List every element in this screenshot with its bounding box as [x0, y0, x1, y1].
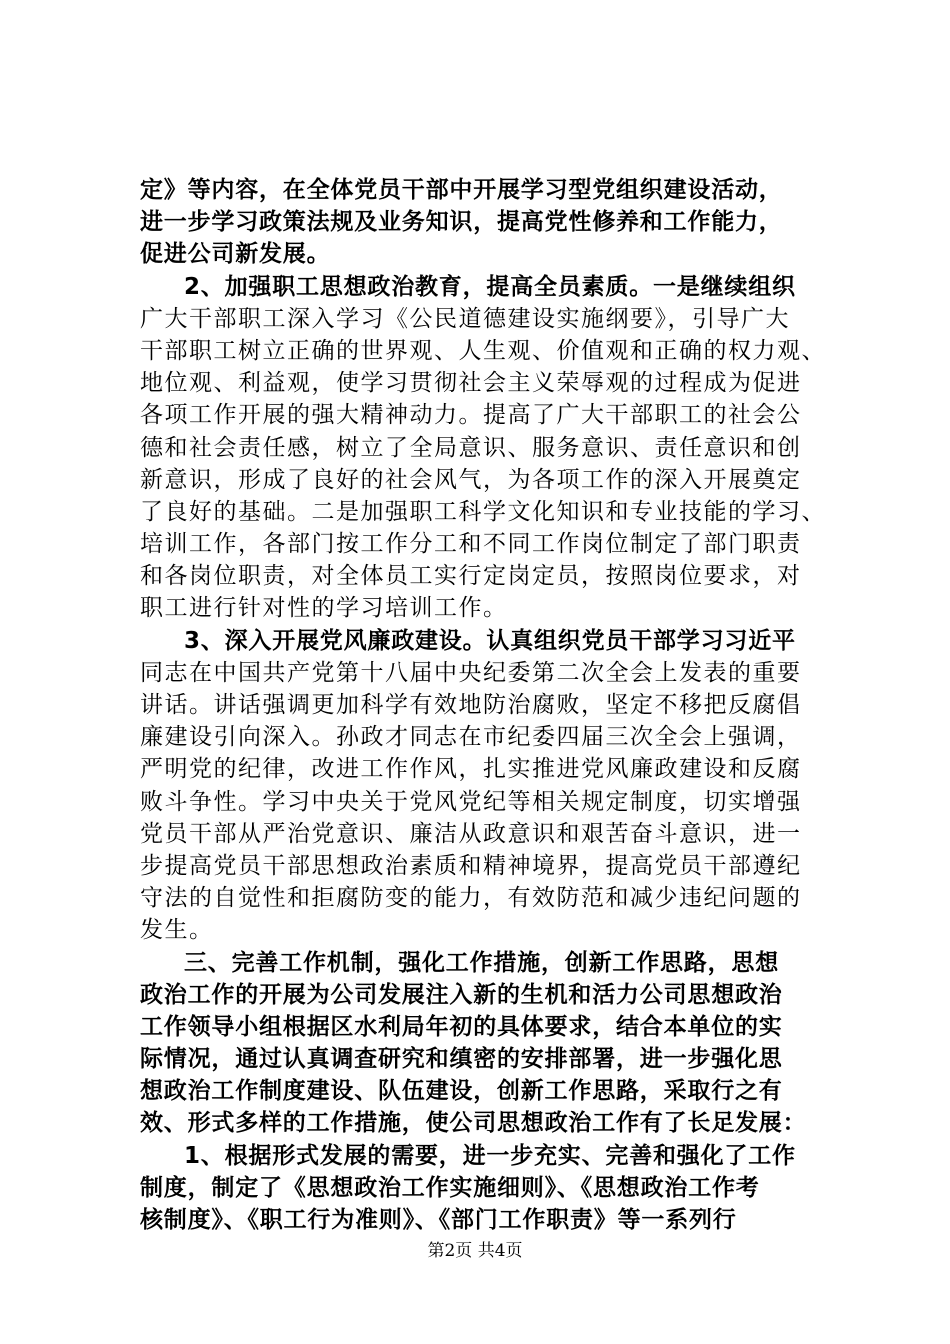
- section-heading-line: 三、完善工作机制，强化工作措施，创新工作思路，思想: [184, 949, 779, 976]
- text-line: 党员干部从严治党意识、廉洁从政意识和艰苦奋斗意识，进一: [140, 820, 802, 847]
- text-line: 和各岗位职责，对全体员工实行定岗定员，按照岗位要求，对: [140, 563, 802, 590]
- text-line: 干部职工树立正确的世界观、人生观、价值观和正确的权力观、: [140, 337, 826, 364]
- text-line: 败斗争性。学习中央关于党风党纪等相关规定制度，切实增强: [140, 788, 802, 815]
- document-body: [140, 174, 840, 1236]
- section-heading-line: 2、加强职工思想政治教育，提高全员素质。一是继续组织: [184, 273, 796, 300]
- text-line: 地位观、利益观，使学习贯彻社会主义荣辱观的过程成为促进: [140, 370, 802, 397]
- text-line: 广大干部职工深入学习《公民道德建设实施纲要》，引导广大: [140, 305, 790, 332]
- section-heading-line: 1、根据形式发展的需要，进一步充实、完善和强化了工作: [184, 1142, 796, 1169]
- text-line: 际情况，通过认真调查研究和缜密的安排部署，进一步强化思: [140, 1046, 783, 1073]
- text-line: 制度，制定了《思想政治工作实施细则》、《思想政治工作考: [140, 1174, 760, 1201]
- text-line: 想政治工作制度建设、队伍建设，创新工作思路，采取行之有: [140, 1078, 783, 1105]
- text-line: 促进公司新发展。: [140, 241, 331, 268]
- text-line: 讲话。讲话强调更加科学有效地防治腐败，坚定不移把反腐倡: [140, 692, 802, 718]
- text-line: 职工进行针对性的学习培训工作。: [140, 595, 508, 622]
- text-line: 德和社会责任感，树立了全局意识、服务意识、责任意识和创: [140, 434, 802, 461]
- text-line: 工作领导小组根据区水利局年初的具体要求，结合本单位的实: [140, 1013, 783, 1040]
- text-line: 效、形式多样的工作措施，使公司思想政治工作有了长足发展：: [140, 1110, 807, 1137]
- text-line: 新意识，形成了良好的社会风气，为各项工作的深入开展奠定: [140, 466, 802, 493]
- text-line: 同志在中国共产党第十八届中央纪委第二次全会上发表的重要: [140, 659, 802, 686]
- text-line: 定》等内容，在全体党员干部中开展学习型党组织建设活动，: [140, 177, 783, 203]
- text-line: 进一步学习政策法规及业务知识，提高党性修养和工作能力，: [140, 209, 783, 236]
- text-line: 各项工作开展的强大精神动力。提高了广大干部职工的社会公: [140, 402, 802, 429]
- text-line: 了良好的基础。二是加强职工科学文化知识和专业技能的学习、: [140, 498, 826, 525]
- text-line: 廉建设引向深入。孙政才同志在市纪委四届三次全会上强调，: [140, 724, 802, 751]
- text-line: 核制度》、《职工行为准则》、《部门工作职责》等一系列行: [140, 1207, 737, 1233]
- text-line: 守法的自觉性和拒腐防变的能力，有效防范和减少违纪问题的: [140, 885, 802, 912]
- text-line: 培训工作，各部门按工作分工和不同工作岗位制定了部门职责: [140, 531, 802, 558]
- page-number-footer: 第2页 共4页: [427, 1241, 523, 1261]
- text-line: 步提高党员干部思想政治素质和精神境界，提高党员干部遵纪: [140, 852, 802, 879]
- text-line: 发生。: [140, 917, 214, 944]
- text-line: 政治工作的开展为公司发展注入新的生机和活力公司思想政治: [140, 981, 783, 1008]
- text-line: 严明党的纪律，改进工作作风，扎实推进党风廉政建设和反腐: [140, 756, 802, 783]
- section-heading-line: 3、深入开展党风廉政建设。认真组织党员干部学习习近平: [184, 627, 796, 654]
